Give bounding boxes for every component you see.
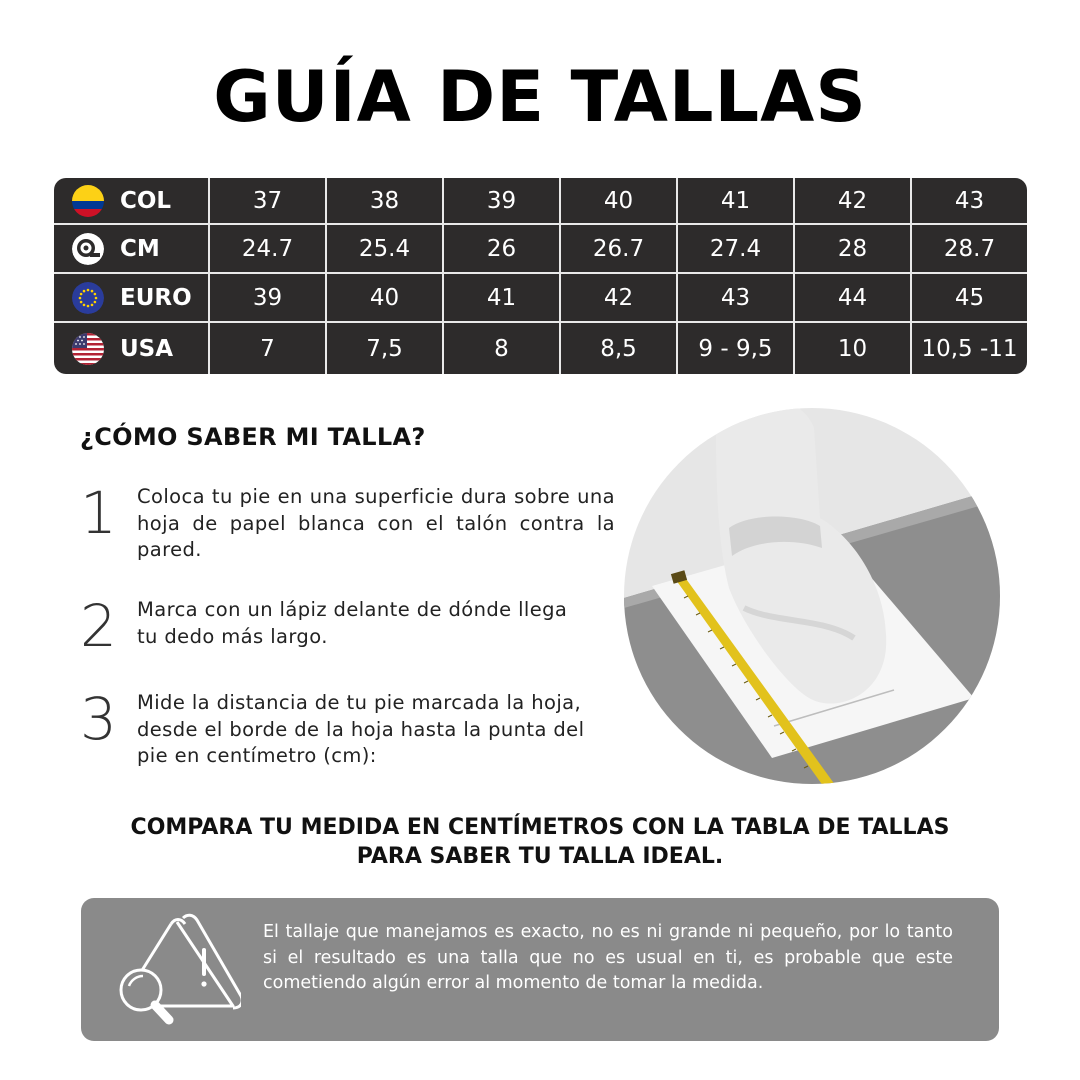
table-cell: 26.7 (561, 225, 678, 274)
row-label-euro (54, 274, 210, 323)
foot-measuring-photo (624, 408, 1000, 784)
table-cell: 25.4 (327, 225, 444, 274)
table-cell: 10,5 -11 (921, 335, 1018, 362)
table-cell: 7 (210, 323, 327, 374)
table-cell: 28 (795, 225, 912, 274)
page-title: GUÍA DE TALLAS (213, 56, 867, 138)
table-cell: 45 (912, 274, 1027, 323)
step-number: 2 (80, 592, 117, 660)
row-label-col (54, 178, 210, 225)
compare-instruction (60, 813, 1020, 871)
table-cell: 43 (678, 274, 795, 323)
howto-heading: ¿CÓMO SABER MI TALLA? (80, 423, 426, 451)
table-cell: 38 (327, 178, 444, 225)
row-label-text: COL (120, 187, 172, 214)
step-2 (80, 592, 620, 660)
table-cell: 10 (795, 323, 912, 374)
colombia-flag-icon (72, 185, 104, 217)
table-cell: 42 (795, 178, 912, 225)
table-cell: 44 (795, 274, 912, 323)
table-cell: 9 - 9,5 (678, 323, 795, 374)
measuring-tape-icon (72, 233, 104, 265)
step-3 (80, 685, 620, 770)
usa-flag-icon (72, 333, 104, 365)
sizing-note (81, 898, 999, 1041)
row-label-cm (54, 225, 210, 274)
table-cell: 41 (444, 274, 561, 323)
table-cell: 40 (561, 178, 678, 225)
row-label-text: USA (120, 335, 174, 362)
table-cell: 8 (444, 323, 561, 374)
step-text: Mide la distancia de tu pie marcada la hoja, desde el borde de la hoja hasta la punta del pie en centímetro (cm): (137, 691, 585, 767)
row-label-usa (54, 323, 210, 374)
table-cell: 7,5 (327, 323, 444, 374)
table-cell: 27.4 (678, 225, 795, 274)
step-number: 3 (80, 685, 117, 753)
warning-magnifier-icon (111, 910, 241, 1034)
step-number: 1 (80, 479, 117, 547)
table-cell: 41 (678, 178, 795, 225)
size-table (54, 178, 1027, 374)
table-cell: 43 (912, 178, 1027, 225)
row-label-text: EURO (120, 284, 192, 311)
eu-flag-icon (72, 282, 104, 314)
compare-line-2: PARA SABER TU TALLA IDEAL. (356, 844, 724, 869)
compare-line-1: COMPARA TU MEDIDA EN CENTÍMETROS CON LA TABLA DE TALLAS (130, 815, 950, 840)
table-cell: 40 (327, 274, 444, 323)
table-cell: 39 (444, 178, 561, 225)
table-cell: 8,5 (561, 323, 678, 374)
step-1 (80, 479, 620, 564)
table-cell: 37 (210, 178, 327, 225)
table-cell: 24.7 (210, 225, 327, 274)
step-text: Coloca tu pie en una superficie dura sobre una hoja de papel blanca con el talón contra la pared. (137, 485, 615, 561)
table-cell: 28.7 (912, 225, 1027, 274)
row-label-text: CM (120, 235, 160, 262)
step-text: Marca con un lápiz delante de dónde llega tu dedo más largo. (137, 598, 568, 648)
table-cell: 39 (210, 274, 327, 323)
note-text: El tallaje que manejamos es exacto, no es ni grande ni pequeño, por lo tanto si el resultado es una talla que no es usual en ti, es probable que este cometiendo algún error al momento de tomar la medida. (263, 922, 953, 993)
table-cell: 42 (561, 274, 678, 323)
table-cell: 26 (444, 225, 561, 274)
